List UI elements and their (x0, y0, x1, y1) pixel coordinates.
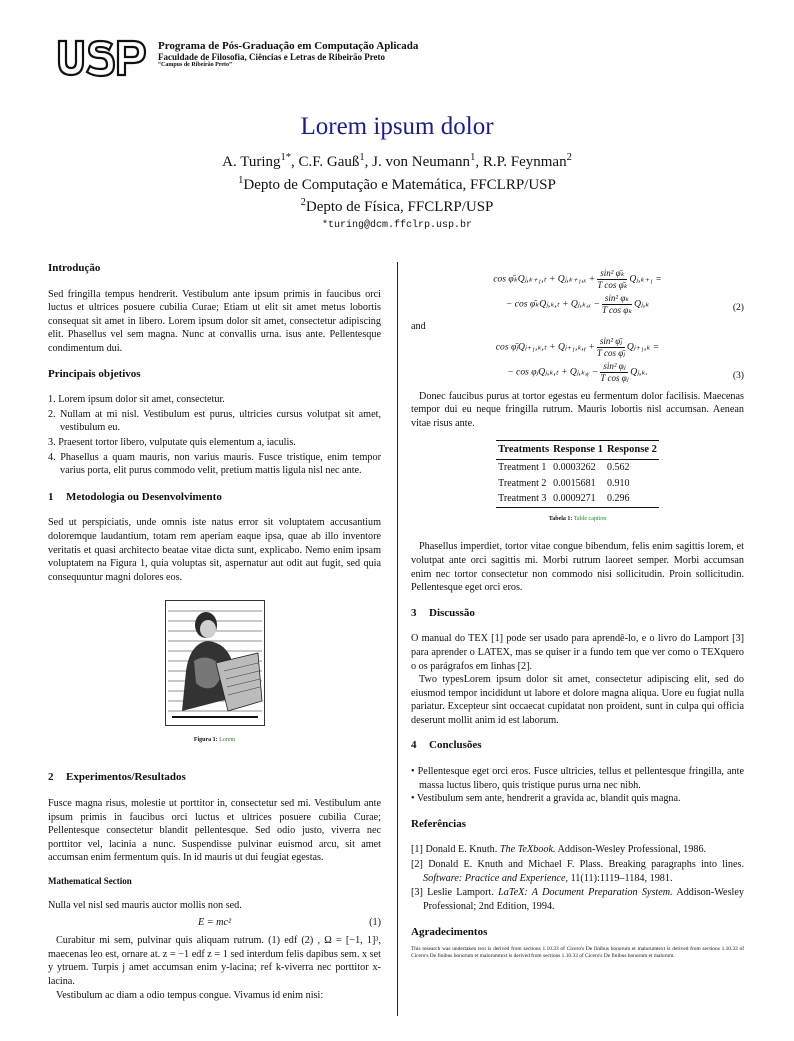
figure-1-caption: Figura 1: Lorem (193, 736, 236, 743)
list-item: • Vestibulum sem ante, hendrerit a gravida ac, blandit quis magna. (411, 793, 681, 805)
table-cell: 0.296 (605, 491, 659, 507)
curabitur-paragraph: Curabitur mi sem, pulvinar quis aliquam rutrum. (1) edf (2) , Ω = [−1, 1]³, maecenas leo est, ornare at. z = −1 edf z = 1 sed interdum felis dapibus sem. x set y ytruem. Turpis j amet accumsan enim y-lacina; ref k-viverra nec porttitor x-lacina. (48, 935, 381, 987)
section-3-heading: 3 Discussão (411, 606, 475, 619)
section-2-paragraph: Fusce magna risus, molestie ut porttitor in, consectetur sed mi. Vestibulum ante ipsum primis in faucibus orci luctus et ultrices posuere cubilia Curae; Pellentesque consectetur blandit pellentesque. Sed odio justo, viverra nec porttitor vel, lacinia a nunc. Suspendisse pulvinar euismod arcu, sit amet accumsan enim fermentum quis. In id mauris ut dui feugiat egestas. (48, 798, 381, 864)
column-divider (397, 262, 398, 1016)
reference-item: [3] Leslie Lamport. LaTeX: A Document Preparation System. Addison-Wesley Professional; 2nd Edition, 1994. (411, 887, 744, 912)
table-row (496, 476, 659, 492)
section-4-heading: 4 Conclusões (411, 739, 482, 752)
results-table (496, 440, 659, 507)
author-list: A. Turing$^{1*}$, C.F. Gauß$^1$, J. von Neumann$^1$, R.P. Feynman$^2$ (222, 152, 572, 170)
figure-1 (48, 600, 381, 747)
table-header-row (496, 441, 659, 460)
table-row (496, 491, 659, 507)
table-cell: Treatment 1 (498, 461, 547, 473)
vestibulum-paragraph: Vestibulum ac diam a odio tempus congue. Vivamus id enim nisi: (56, 989, 324, 1001)
table-header-cell: Treatments (496, 441, 551, 460)
acknowledgements-heading: Agradecimentos (411, 926, 488, 939)
section-3-paragraph-2: Two typesLorem ipsum dolor sit amet, consectetur adipiscing elit, sed do eiusmod tempor incididunt ut labore et dolore magna aliqua. Uore eu fugiat nulla pariatur. Excepteur sint occaecat cupidatat non proident, sunt in culpa qui officia deserunt mollit anim id est laborum. (411, 674, 744, 726)
header-text (158, 41, 418, 68)
table-cell: 0.910 (606, 477, 630, 489)
equation-2-number: (2) (732, 302, 744, 313)
conclusions-list (411, 765, 744, 806)
donec-paragraph: Donec faucibus purus at tortor egestas eu fermentum dolor facilisis. Maecenas tempor dui eu neque fringilla rutrum. Mauris lobortis nisl accumsan. Aenean vitae risus ante. (411, 390, 744, 429)
equation-3-line-1: cos φ̄ⱼQⱼ₊₁,ₖ,ₜ + Qⱼ₊₁,ₖ,ᵧ + $\frac{\text{sin² φ̄ⱼ}}{\text{T cos φ̄ⱼ}}$ Qⱼ₊₁,ₖ = (495, 335, 660, 358)
affiliation-1: $^1$Depto de Computação e Matemática, FFCLRP/USP (238, 175, 556, 193)
right-column (411, 268, 744, 960)
references-heading: Referências (411, 817, 466, 830)
table-header-cell: Response 2 (605, 441, 659, 460)
faculty-name: Faculdade de Filosofia, Ciências e Letras de Ribeirão Preto (158, 51, 386, 62)
objectives-list (48, 393, 381, 478)
contact-email: *turing@dcm.ffclrp.usp.br (321, 220, 473, 231)
equation-3-number: (3) (732, 369, 744, 381)
table-cell: Treatment 2 (498, 477, 547, 489)
left-column (48, 262, 381, 1002)
equation-2-line-2: − cos φ̄ₖQⱼ,ₖ,ₜ + Qⱼ,ₖ,ₓ − $\frac{\text{sin² φₖ}}{\text{T cos φₖ}}$ Qⱼ,ₖ (2) (505, 293, 744, 315)
table-header-cell: Response 1 (551, 441, 605, 460)
phasellus-paragraph: Phasellus imperdiet, tortor vitae congue bibendum, felis enim sagittis lorem, et volutpat ante orci sagittis mi. Morbi rutrum laoreet semper. Morbi accumsan enim nec tortor consectetur non commodo nisi sollicitudin. Proin sollicitudin. Pellentesque eget orci eros. (411, 541, 744, 594)
math-intro: Nulla vel nisl sed mauris auctor mollis non sed. (48, 899, 242, 911)
section-3-paragraph-1: O manual do TEX [1] pode ser usado para aprendê-lo, e o livro do Lamport [3] para aprender o LATEX, mas se quiser ir a fundo tem que ver como o TEXquero o os parágrafos em linhas [2]. (411, 633, 744, 672)
table-cell: 0.562 (606, 461, 630, 473)
list-item: 2. Nullam at mi nisl. Vestibulum est purus, ultricies cursus volutpat sit amet, vestibulum eu. (48, 408, 381, 434)
affiliation-2: $^2$Depto de Física, FFCLRP/USP (300, 197, 494, 215)
list-item: 4. Phasellus a quam mauris, non varius mauris. Fusce tristique, enim tempor varius porta, elit purus commodo velit, pretium mattis ligula nisl nec ante. (48, 451, 381, 477)
list-item: 1. Lorem ipsum dolor sit amet, consectetur. (48, 394, 225, 406)
equation-3-line-2: − cos φⱼQⱼ,ₖ,ₜ + Qⱼ,ₖ,ᵧ − $\frac{\text{sin² φⱼ}}{\text{T cos φⱼ}}$ Qⱼ,ₖ. (3) (507, 360, 744, 383)
program-name: Programa de Pós-Graduação em Computação Aplicada (158, 40, 419, 52)
table-cell: Treatment 3 (496, 491, 551, 507)
table-cell: 0.0003262 (553, 461, 596, 473)
math-section-heading: Mathematical Section (48, 876, 132, 887)
equation-1: E = mc² (1) (197, 917, 381, 929)
figure-1-image (165, 600, 265, 726)
campus-name: “Campus de Ribeirão Preto” (158, 61, 233, 68)
list-item: • Pellentesque eget orci eros. Fusce ultricies, tellus et pellentesque fringilla, ante massa luctus libero, quis tristique purus urna nec nibh. (411, 766, 744, 791)
section-1-paragraph: Sed ut perspiciatis, unde omnis iste natus error sit voluptatem accusantium doloremque laudantium, totam rem aperiam eaque ipsa, quae ab illo inventore veritatis et quasi architecto beatae vitae dicta sunt, explicabo. Nemo enim ipsam voluptatem na Figura 1, quia voluptas sit, aspernatur aut odit aut fugit, sed quia consequuntur magni dolores eos. (48, 517, 381, 583)
objectives-heading: Principais objetivos (48, 367, 141, 380)
reference-list (411, 843, 744, 913)
acknowledgements-text: This research was undertaken text is derived from sections 1.10.33 of Cicero's De finibus bonorum et malorumtext is derived from sections 1.10.33 of Cicero's De finibus bonorum et malorumtext is derived from sections 1.10.33 of Cicero's De finibus bonorum et malorum. (411, 946, 744, 959)
table-row (496, 459, 659, 475)
page-header (56, 36, 756, 80)
section-1-heading: 1 Metodologia ou Desenvolvimento (48, 490, 222, 503)
intro-paragraph: Sed fringilla tempus hendrerit. Vestibulum ante ipsum primis in faucibus orci luctus et ultrices posuere cubilia Curae; Etiam ut elit sit amet metus lobortis consequat sit amet in libero. Lorem ipsum dolor sit amet, consectetur adipiscing elit. Phasellus vel sem magna. Nunc at convallis urna. isus ante. Pellentesque condimentum dui. (48, 288, 381, 354)
reference-item: [1] Donald E. Knuth. The TeXbook. Addison-Wesley Professional, 1986. (411, 844, 707, 856)
table-cell: 0.0009271 (551, 491, 605, 507)
intro-heading: Introdução (48, 262, 101, 274)
list-item: 3. Praesent tortor libero, vulputate quis elementum a, iaculis. (48, 436, 296, 448)
paper-title: Lorem ipsum dolor (300, 113, 494, 140)
table-caption: Tabela 1: Table caption (548, 515, 607, 522)
equation-2-line-1: cos φ̄ₖQⱼ,ₖ₊₁,ₜ + Qⱼ,ₖ₊₁,ₓ + $\frac{\text{sin² φ̄ₖ}}{\text{T cos φ̄ₖ}}$ Qⱼ,ₖ₊₁ = (493, 268, 662, 290)
section-2-heading: 2 Experimentos/Resultados (48, 771, 186, 784)
usp-logo (56, 38, 148, 78)
and-text: and (411, 321, 426, 332)
reference-item: [2] Donald E. Knuth and Michael F. Plass. Breaking paragraphs into lines. Software: Practice and Experience, 11(11):1119–1184, 1981. (411, 859, 745, 884)
table-cell: 0.0015681 (553, 477, 596, 489)
